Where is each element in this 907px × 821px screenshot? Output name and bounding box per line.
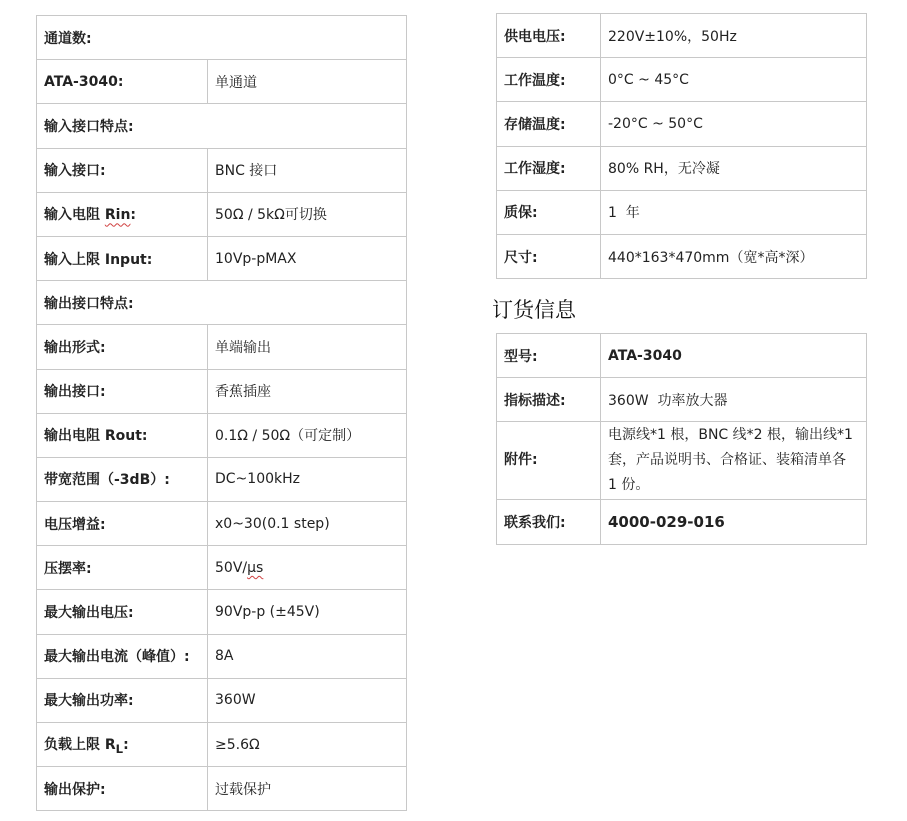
spec-table-right: [496, 13, 867, 279]
spec-value: 过载保护: [208, 767, 407, 811]
spec-value: 0.1Ω / 50Ω（可定制）: [208, 413, 407, 457]
section-header: 通道数:: [37, 16, 407, 60]
table-row: [497, 58, 867, 102]
spec-key-colon: :: [130, 207, 137, 224]
table-row: [37, 723, 407, 767]
table-row: [497, 190, 867, 234]
spec-key: 联系我们:: [497, 500, 601, 544]
spec-key: 供电电压:: [497, 14, 601, 58]
spec-key: 电压增益:: [37, 502, 208, 546]
table-row: [37, 590, 407, 634]
table-row: [37, 413, 407, 457]
spec-key: 型号:: [497, 334, 601, 378]
spec-key: [37, 192, 208, 236]
spec-value: DC~100kHz: [208, 457, 407, 501]
subscript: L: [115, 741, 124, 756]
spec-key-text: 负载上限 R: [44, 736, 116, 753]
spec-value: 360W 功率放大器: [601, 378, 867, 422]
spec-key: 压摆率:: [37, 546, 208, 590]
order-info-heading: 订货信息: [492, 298, 576, 322]
spec-key: ATA-3040:: [37, 60, 208, 104]
spec-key: 最大输出电流（峰值）:: [37, 634, 208, 678]
spec-value: -20°C ~ 50°C: [601, 102, 867, 146]
table-row: [37, 634, 407, 678]
spec-value: 单通道: [208, 60, 407, 104]
spec-value: 香蕉插座: [208, 369, 407, 413]
table-row: [37, 457, 407, 501]
table-row: [37, 281, 407, 325]
spec-value: 220V±10%，50Hz: [601, 14, 867, 58]
table-row: [497, 102, 867, 146]
table-row: [497, 422, 867, 500]
spec-key: 输出形式:: [37, 325, 208, 369]
spec-key: 输出电阻 Rout:: [37, 413, 208, 457]
spec-value: 50Ω / 5kΩ可切换: [208, 192, 407, 236]
table-row: [37, 236, 407, 280]
table-row: [497, 146, 867, 190]
table-row: [37, 60, 407, 104]
spec-value: 80% RH，无冷凝: [601, 146, 867, 190]
spec-key: [37, 723, 208, 767]
table-row: [37, 502, 407, 546]
spec-key: 输出保护:: [37, 767, 208, 811]
spec-key: 附件:: [497, 422, 601, 500]
spec-value: 440*163*470mm（宽*高*深）: [601, 234, 867, 278]
spec-value: 360W: [208, 678, 407, 722]
section-header: 输出接口特点:: [37, 281, 407, 325]
spec-value-text: 50V/: [215, 559, 248, 576]
section-header: 输入接口特点:: [37, 104, 407, 148]
spec-key: 指标描述:: [497, 378, 601, 422]
spec-value: [208, 546, 407, 590]
spec-key: 质保:: [497, 190, 601, 234]
spec-value: x0~30(0.1 step): [208, 502, 407, 546]
spec-key-text: 输入电阻: [44, 207, 105, 224]
table-row: [37, 192, 407, 236]
spec-key: 最大输出功率:: [37, 678, 208, 722]
spec-key: 带宽范围（-3dB）:: [37, 457, 208, 501]
table-row: [37, 325, 407, 369]
spec-value: 0°C ~ 45°C: [601, 58, 867, 102]
table-row: [37, 678, 407, 722]
spec-value: 1 年: [601, 190, 867, 234]
table-row: [497, 234, 867, 278]
spec-key: 最大输出电压:: [37, 590, 208, 634]
spec-key-colon: :: [123, 736, 129, 753]
contact-phone: 4000-029-016: [601, 500, 867, 544]
table-row: [497, 334, 867, 378]
table-row: [37, 767, 407, 811]
spec-key: 输出接口:: [37, 369, 208, 413]
spellcheck-marked-text: Rin: [104, 207, 131, 224]
spec-key: 工作温度:: [497, 58, 601, 102]
spec-value: BNC 接口: [208, 148, 407, 192]
table-row: [37, 369, 407, 413]
spec-value: 10Vp-pMAX: [208, 236, 407, 280]
table-row: [37, 148, 407, 192]
spec-table-left: [36, 15, 407, 811]
table-row: [497, 14, 867, 58]
spec-value: ≥5.6Ω: [208, 723, 407, 767]
model-value: ATA-3040: [601, 334, 867, 378]
order-info-table: [496, 333, 867, 545]
spec-key: 工作湿度:: [497, 146, 601, 190]
spec-key: 输入上限 Input:: [37, 236, 208, 280]
spec-value: 90Vp-p (±45V): [208, 590, 407, 634]
spec-value: 8A: [208, 634, 407, 678]
accessories-value: 电源线*1 根，BNC 线*2 根，输出线*1 套，产品说明书、合格证、装箱清单各 1 份。: [601, 422, 867, 500]
spec-key: 尺寸:: [497, 234, 601, 278]
table-row: [37, 16, 407, 60]
spec-key: 存储温度:: [497, 102, 601, 146]
spellcheck-marked-text: μs: [247, 559, 264, 576]
spec-key: 输入接口:: [37, 148, 208, 192]
table-row: [37, 546, 407, 590]
table-row: [497, 378, 867, 422]
table-row: [37, 104, 407, 148]
spec-value: 单端输出: [208, 325, 407, 369]
table-row: [497, 500, 867, 544]
